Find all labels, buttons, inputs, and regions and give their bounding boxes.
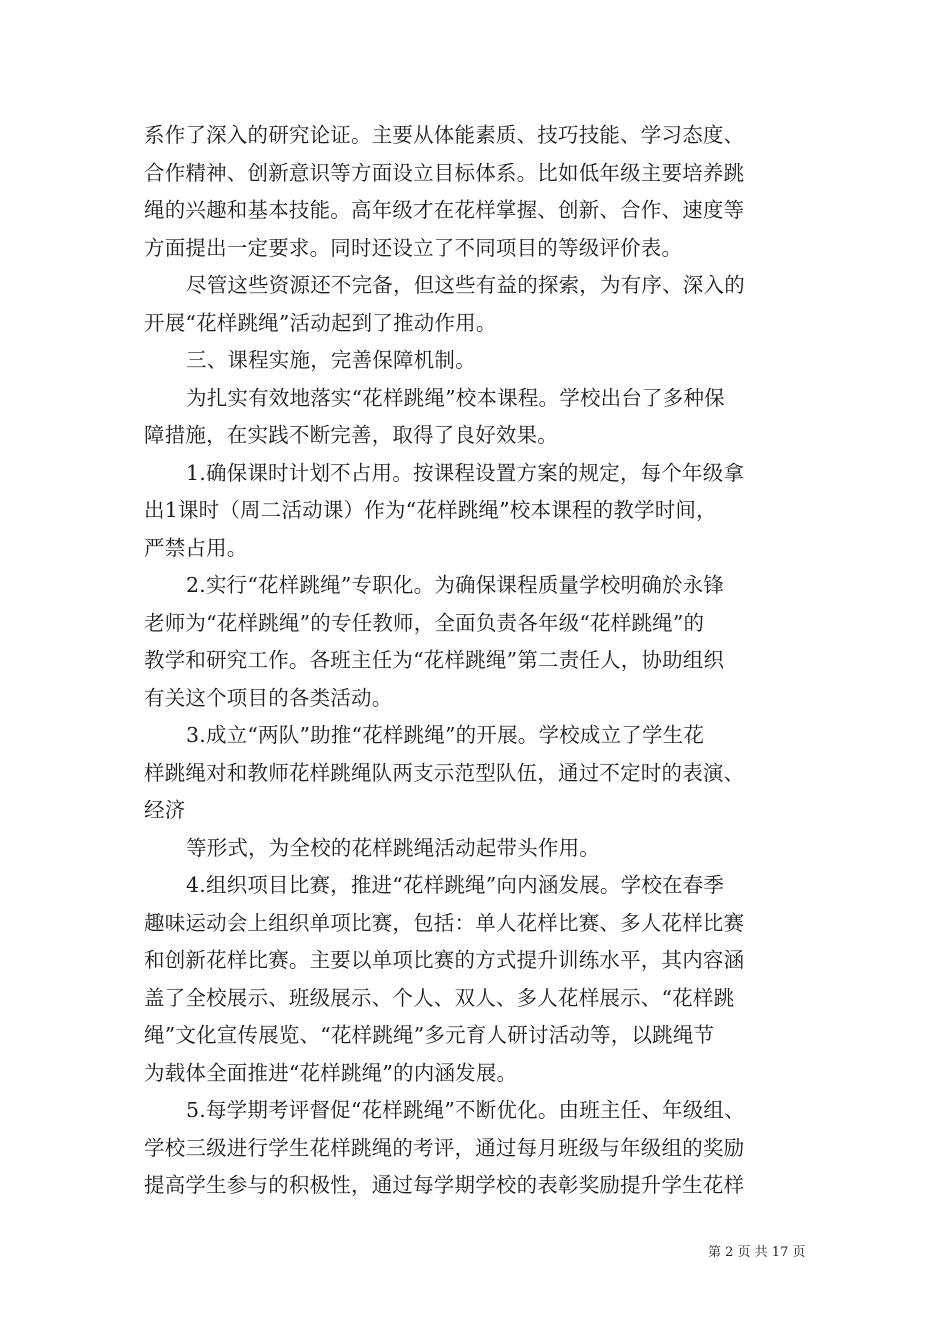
text-line: 开展“花样跳绳”活动起到了推动作用。 — [144, 310, 497, 335]
text-line: 出1课时（周二活动课）作为“花样跳绳”校本课程的教学时间， — [144, 498, 717, 522]
text-line: 1.确保课时计划不占用。按课程设置方案的规定，每个年级拿 — [186, 460, 745, 485]
text-line: 2.实行“花样跳绳”专职化。为确保课程质量学校明确於永锋 — [186, 573, 725, 597]
text-line: 严禁占用。 — [144, 535, 248, 560]
page-number: 第 2 页 共 17 页 — [708, 1245, 806, 1260]
text-line: 提高学生参与的积极性，通过每学期学校的表彰奖励提升学生花样 — [144, 1173, 745, 1197]
text-line: 尽管这些资源还不完备，但这些有益的探索，为有序、深入的 — [186, 273, 745, 297]
text-line: 盖了全校展示、班级展示、个人、双人、多人花样展示、“花样跳 — [144, 985, 735, 1010]
text-line: 学校三级进行学生花样跳绳的考评，通过每月班级与年级组的奖励 — [144, 1135, 745, 1160]
text-line: 4.组织项目比赛，推进“花样跳绳”向内涵发展。学校在春季 — [186, 873, 725, 897]
text-line: 样跳绳对和教师花样跳绳队两支示范型队伍，通过不定时的表演、 — [144, 760, 745, 785]
text-line: 经济 — [144, 798, 186, 822]
document-body — [144, 117, 820, 1205]
text-line: 为载体全面推进“花样跳绳”的内涵发展。 — [144, 1060, 518, 1085]
text-line: 方面提出一定要求。同时还设立了不同项目的等级评价表。 — [144, 235, 683, 260]
text-line: 老师为“花样跳绳”的专任教师，全面负责各年级“花样跳绳”的 — [144, 610, 705, 635]
text-line: 障措施，在实践不断完善，取得了良好效果。 — [144, 423, 558, 447]
text-line: 等形式，为全校的花样跳绳活动起带头作用。 — [186, 835, 600, 860]
text-line: 系作了深入的研究论证。主要从体能素质、技巧技能、学习态度、 — [144, 123, 745, 147]
text-line: 教学和研究工作。各班主任为“花样跳绳”第二责任人，协助组织 — [144, 648, 725, 672]
text-line: 有关这个项目的各类活动。 — [144, 685, 393, 710]
text-line: 绳的兴趣和基本技能。高年级才在花样掌握、创新、合作、速度等 — [144, 198, 745, 222]
text-line: 为扎实有效地落实“花样跳绳”校本课程。学校出台了多种保 — [186, 385, 725, 410]
text-line: 趣味运动会上组织单项比赛，包括：单人花样比赛、多人花样比赛 — [144, 910, 745, 935]
text-line: 和创新花样比赛。主要以单项比赛的方式提升训练水平，其内容涵 — [144, 948, 745, 972]
text-line: 合作精神、创新意识等方面设立目标体系。比如低年级主要培养跳 — [144, 160, 745, 185]
text-line: 3.成立“两队”助推“花样跳绳”的开展。学校成立了学生花 — [186, 723, 705, 747]
text-line: 绳”文化宣传展览、“花样跳绳”多元育人研讨活动等，以跳绳节 — [144, 1023, 715, 1047]
text-line: 三、课程实施，完善保障机制。 — [186, 348, 476, 372]
text-line: 5.每学期考评督促“花样跳绳”不断优化。由班主任、年级组、 — [186, 1098, 745, 1122]
